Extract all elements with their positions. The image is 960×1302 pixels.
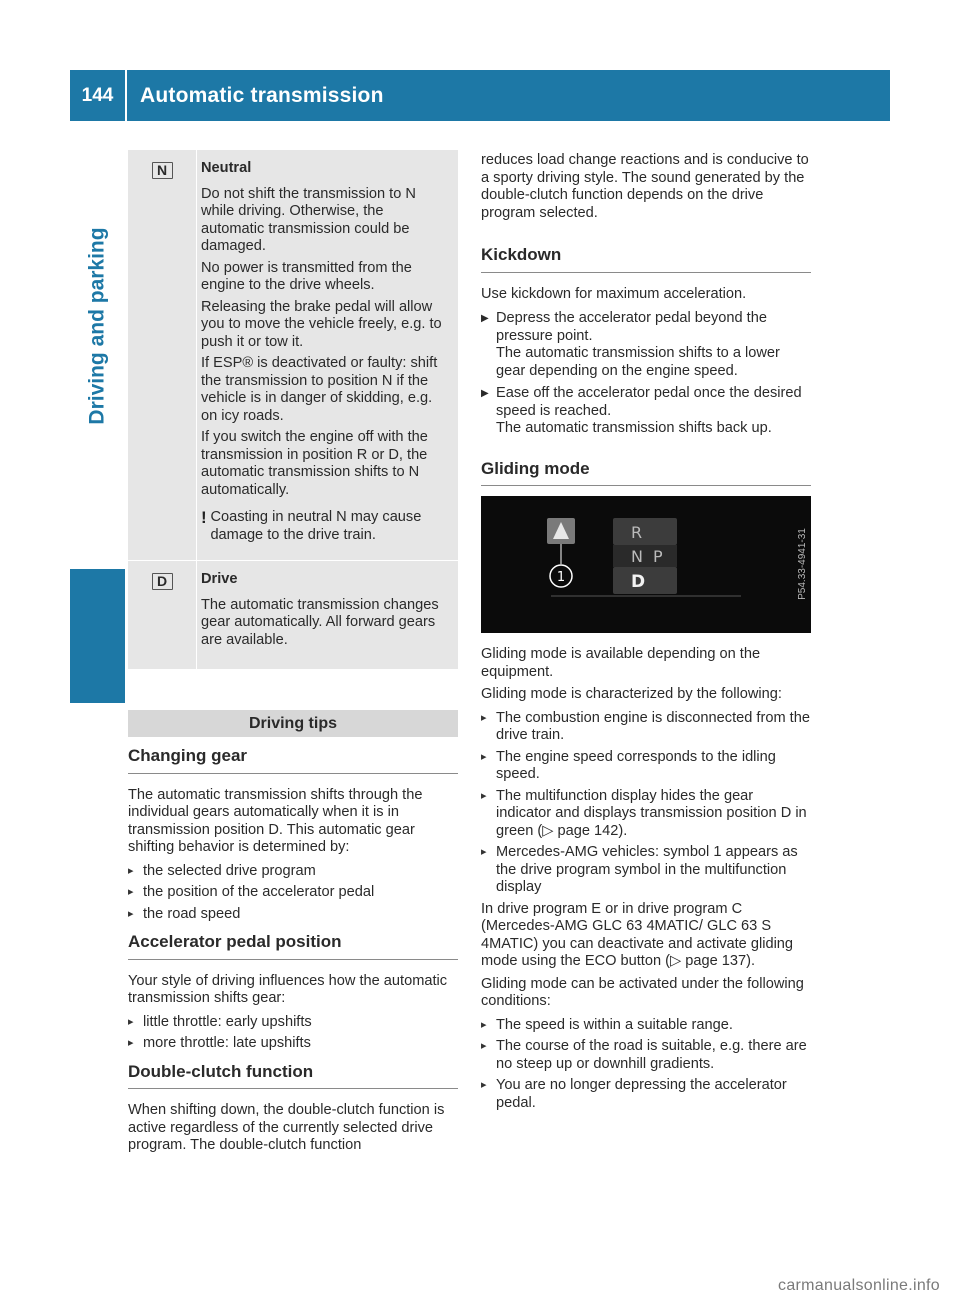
neutral-para-2: No power is transmitted from the engine to the drive wheels. — [201, 259, 412, 293]
list-item: ▸ the position of the accelerator pedal — [128, 884, 458, 902]
neutral-title: Neutral — [201, 160, 252, 176]
drive-title: Drive — [201, 571, 238, 587]
kickdown-steps — [481, 310, 811, 438]
page-header — [70, 70, 890, 121]
changing-gear-list — [128, 863, 458, 924]
list-item: ▸ The course of the road is suitable, e.g. there are no steep up or downhill gradients. — [481, 1038, 811, 1073]
gliding-list-1 — [481, 710, 811, 897]
neutral-para-1: Do not shift the transmission to N while driving. Otherwise, the automatic transmission could be damaged. — [201, 185, 416, 254]
gliding-figure-graphic — [481, 496, 811, 633]
position-row-neutral — [128, 150, 458, 561]
neutral-warning — [201, 509, 450, 544]
footer-watermark: carmanualsonline.info — [778, 1276, 940, 1294]
double-clutch-heading: Double-clutch function — [128, 1063, 458, 1090]
list-item: ▸ the road speed — [128, 906, 458, 924]
position-table — [128, 150, 458, 670]
neutral-symbol: N — [152, 162, 173, 179]
double-clutch-continued: reduces load change reactions and is conducive to a sporty driving style. The sound generated by the double-clutch function depends on the drive program selected. — [481, 152, 809, 221]
list-item: ▸ Mercedes-AMG vehicles: symbol 1 appears as the drive program symbol in the multifunction display — [481, 844, 811, 897]
kickdown-intro: Use kickdown for maximum acceleration. — [481, 285, 747, 302]
page-title: Automatic transmission — [140, 84, 384, 107]
list-item: ▸ The speed is within a suitable range. — [481, 1017, 811, 1035]
changing-gear-intro: The automatic transmission shifts through the individual gears automatically when it is in transmission position D. This automatic gear shifting behavior is determined by: — [128, 786, 423, 855]
accelerator-heading: Accelerator pedal position — [128, 933, 458, 960]
list-item: ▸ little throttle: early upshifts — [128, 1014, 458, 1032]
gliding-p4: Gliding mode can be activated under the following conditions: — [481, 975, 804, 1009]
changing-gear-heading: Changing gear — [128, 747, 458, 774]
step-result: The automatic transmission shifts to a lower gear depending on the engine speed. — [496, 345, 780, 379]
driving-tips-bar: Driving tips — [128, 710, 458, 737]
neutral-warning-text: Coasting in neutral N may cause damage to the drive train. — [210, 509, 422, 543]
list-item: ▸ You are no longer depressing the accelerator pedal. — [481, 1077, 811, 1112]
gliding-list-2 — [481, 1017, 811, 1113]
list-item: ▸ The multifunction display hides the gear indicator and displays transmission position D in green (▷ page 142). — [481, 788, 811, 841]
gear-r-label: R — [631, 523, 643, 542]
figure-code: P54.33-4941-31 — [797, 528, 809, 600]
list-item — [481, 385, 811, 438]
gliding-p1: Gliding mode is available depending on the equipment. — [481, 646, 761, 680]
neutral-para-5: If you switch the engine off with the transmission in position R or D, the automatic transmission shifts to N automatically. — [201, 429, 428, 498]
left-column — [128, 150, 458, 1155]
list-item — [481, 310, 811, 380]
right-column — [481, 152, 811, 1116]
side-tab-label: Driving and parking — [85, 227, 109, 425]
list-item: ▸ The engine speed corresponds to the idling speed. — [481, 749, 811, 784]
gear-n-label: N — [631, 547, 643, 566]
gliding-p3: In drive program E or in drive program C (Mercedes-AMG GLC 63 4MATIC/ GLC 63 S 4MATIC) you can deactivate and activate gliding mode using the ECO button (▷ page 137). — [481, 900, 794, 969]
position-row-drive — [128, 561, 458, 670]
step-action: ▶ Ease off the accelerator pedal once the desired speed is reached. — [496, 385, 802, 419]
step-action: ▶ Depress the accelerator pedal beyond the pressure point. — [496, 310, 767, 344]
gliding-p2: Gliding mode is characterized by the following: — [481, 686, 782, 702]
callout-1-label: 1 — [556, 570, 566, 585]
gliding-heading: Gliding mode — [481, 460, 811, 487]
side-tab-upper — [70, 121, 125, 569]
page-number: 144 — [81, 85, 114, 106]
double-clutch-text: When shifting down, the double-clutch function is active regardless of the currently selected drive program. The double-clutch function — [128, 1102, 445, 1153]
gear-d-label: D — [631, 572, 646, 592]
accelerator-list — [128, 1014, 458, 1053]
drive-symbol: D — [152, 573, 173, 590]
neutral-para-3: Releasing the brake pedal will allow you to move the vehicle freely, e.g. to push it or tow it. — [201, 298, 442, 350]
list-item: ▸ more throttle: late upshifts — [128, 1035, 458, 1053]
drive-para-1: The automatic transmission changes gear automatically. All forward gears are available. — [201, 596, 439, 648]
gear-p-label: P — [653, 547, 663, 566]
warning-icon: ! — [201, 508, 207, 527]
list-item: ▸ The combustion engine is disconnected from the drive train. — [481, 710, 811, 745]
side-tab-marker — [70, 569, 125, 703]
kickdown-heading: Kickdown — [481, 246, 811, 273]
accelerator-intro: Your style of driving influences how the automatic transmission shifts gear: — [128, 972, 448, 1006]
step-result: The automatic transmission shifts back up. — [496, 420, 772, 436]
side-tab — [70, 121, 125, 1253]
list-item: ▸ the selected drive program — [128, 863, 458, 881]
neutral-para-4: If ESP® is deactivated or faulty: shift the transmission to position N if the vehicle is in danger of skidding, e.g. on icy roads. — [201, 355, 438, 424]
gliding-figure — [481, 496, 811, 633]
header-divider — [125, 70, 127, 121]
